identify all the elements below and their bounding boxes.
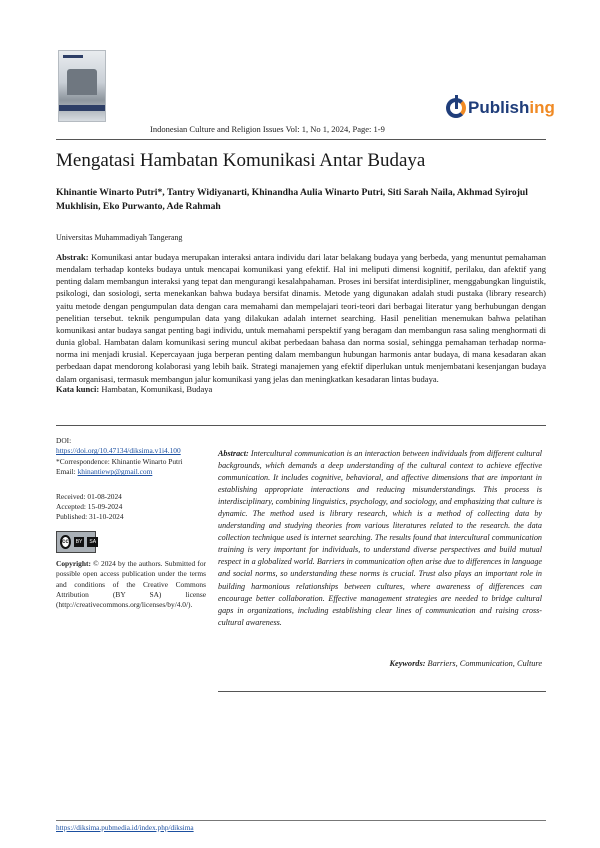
abstract-indonesian xyxy=(56,251,546,385)
cover-title-bar xyxy=(63,55,83,58)
keywords-english-label: Keywords: xyxy=(389,659,426,668)
affiliation: Universitas Muhammadiyah Tangerang xyxy=(56,233,183,242)
journal-cover-thumbnail xyxy=(58,50,106,122)
copyright-text: © 2024 by the authors. Submitted for possible open access publication under the terms and conditions of the Creative Commons Attribution (BY SA) license (http://creativecommons.org/licenses/by/4.0/). xyxy=(56,558,206,610)
cover-stripe xyxy=(59,105,105,111)
sa-label: SA xyxy=(87,537,98,547)
cover-building-image xyxy=(67,69,97,95)
publisher-logo xyxy=(446,95,555,121)
correspondence-label: *Correspondence: Khinantie Winarto Putri xyxy=(56,456,183,466)
keywords-indonesian-text: Hambatan, Komunikasi, Budaya xyxy=(101,384,213,394)
footer-divider xyxy=(56,820,546,821)
by-label: BY xyxy=(74,537,85,547)
email-link[interactable]: khinantiewp@gmail.com xyxy=(77,467,153,477)
author-list: Khinantie Winarto Putri*, Tantry Widiyanarti, Khinandha Aulia Winarto Putri, Siti Sarah Naila, Akhmad Syirojul Mukhlisin, Eko Purwanto, Ade Rahmah xyxy=(56,187,528,212)
article-title: Mengatasi Hambatan Komunikasi Antar Budaya xyxy=(56,150,426,171)
header-divider xyxy=(56,139,546,140)
abstract-indonesian-label: Abstrak: xyxy=(56,252,89,262)
dates-block xyxy=(56,492,206,523)
publisher-logo-prefix: Publish xyxy=(468,98,530,117)
received-date: Received: 01-08-2024 xyxy=(56,491,122,501)
doi-block xyxy=(56,436,206,478)
keywords-english-text: Barriers, Communication, Culture xyxy=(427,659,542,668)
article-info-sidebar xyxy=(56,436,206,611)
english-abstract-divider xyxy=(218,691,546,692)
abstract-english-text: Intercultural communication is an interaction between individuals from different cultural backgrounds, which demands a deep understanding of the cultural context to achieve effective communication. It includes cognitive, behavioral, and affective dimensions that are important in establishing appropriate interactions and reducing misunderstandings. This process is interdisciplinary, combining linguistics, psychology, and sociology, and emphasizing that culture is dynamic. The method used is library research, which is a method of collecting data by understanding and studying theories from various literatures related to the research. the data collection technique used is internet searching. The results found that intercultural communication training is very important for individuals, to understand diverse perspectives and build mutual respect in a globalized world. Barriers in communication often arise due to differences in language and social norms, so understanding these norms is crucial. Trust also plays an important role in building harmonious relationships between cultures, where awareness of differences can encourage better collaboration. Effective management strategies are needed to bridge cultural gaps in organizations, including establishing clear lines of communication and raising cross-cultural awareness. xyxy=(218,449,543,627)
keywords-indonesian xyxy=(56,384,212,394)
copyright-label: Copyright: xyxy=(56,558,91,568)
abstract-english xyxy=(218,448,542,629)
abstract-indonesian-text: Komunikasi antar budaya merupakan interaksi antara individu dari latar belakang budaya yang berbeda, yang menuntut pemahaman mendalam terhadap konteks budaya untuk mencapai komunikasi yang efektif. Hal ini meliputi dimensi kognitif, perilaku, dan afektif yang penting dalam membangun interaksi yang tepat dan mengurangi kesalahpahaman. Proses ini bersifat interdisipliner, menggabungkan linguistik, psikologi, dan sosiologi, serta menekankan bahwa budaya bersifat dinamis. Metode yang digunakan adalah studi pustaka (library research) yaitu metode dengan pengumpulan data dengan cara memahami dan mempelajari teori-teori dari berbagai literatur yang berhubungan dengan penelitian tersebut. teknik pengumpulan data yang dilakukan adalah internet searching. Hasil penelitian menemukan bahwa pelatihan komunikasi antar budaya sangat penting bagi individu, untuk memahami perspektif yang beragam dan membangun rasa saling menghormati di dunia global. Hambatan dalam komunikasi sering muncul akibat perbedaan bahasa dan norma sosial, sehingga pemahaman terhadap norma-norma ini menjadi krusial. Kepercayaan juga berperan penting dalam membangun hubungan harmonis antar budaya, di mana kesadaran akan perbedaan dapat mendorong kolaborasi yang lebih baik. Strategi manajemen yang efektif diperlukan untuk menjembatani kesenjangan budaya dalam organisasi, termasuk membangun jalur komunikasi yang jelas dan meningkatkan kesadaran lintas budaya. xyxy=(56,252,546,384)
abstract-divider xyxy=(56,425,546,426)
cc-icon: cc xyxy=(60,535,71,549)
abstract-english-label: Abstract: xyxy=(218,449,249,458)
email-label: Email: xyxy=(56,467,76,477)
accepted-date: Accepted: 15-09-2024 xyxy=(56,502,123,512)
journal-citation-line: Indonesian Culture and Religion Issues Vol: 1, No 1, 2024, Page: 1-9 xyxy=(150,124,385,134)
published-date: Published: 31-10-2024 xyxy=(56,512,124,522)
doi-label: DOI: xyxy=(56,436,72,445)
cc-license-badge[interactable] xyxy=(56,531,96,553)
keywords-english xyxy=(390,659,543,668)
doi-link[interactable]: https://doi.org/10.47134/diksima.v1i4.100 xyxy=(56,446,181,456)
journal-website-link[interactable]: https://diksima.pubmedia.id/index.php/diksima xyxy=(56,823,194,832)
copyright-notice xyxy=(56,559,206,611)
keywords-indonesian-label: Kata kunci: xyxy=(56,384,100,394)
publisher-logo-icon xyxy=(446,98,466,118)
publisher-logo-accent: ing xyxy=(529,98,555,117)
